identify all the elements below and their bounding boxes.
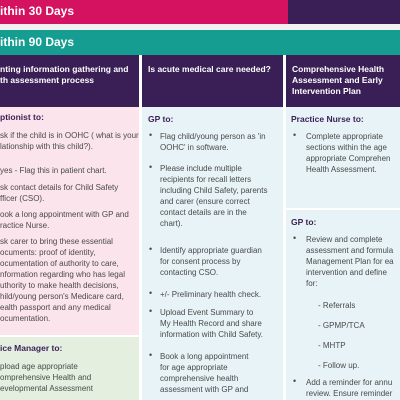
item-line: fficer (CSO).: [0, 194, 45, 203]
gp-item-book-long-appointment: [160, 351, 249, 395]
practice-nurse-cell: [286, 107, 400, 208]
header-line: th assessment process: [0, 75, 95, 85]
column-header-information-gathering: [0, 55, 139, 107]
gp-item-review-complete: [306, 234, 394, 289]
item-line: uthority to make health decisions,: [0, 281, 119, 290]
gp-role-heading: GP to:: [291, 217, 317, 227]
item-line: for age appropriate: [160, 363, 228, 372]
gp-item-add-reminder: [306, 377, 392, 399]
item-line: Review and complete: [306, 235, 383, 244]
gp-item-recall-recipients: [160, 163, 267, 229]
item-line: contacting CSO.: [160, 268, 219, 277]
within-90-days-band: [0, 30, 400, 55]
receptionist-item-contact-cso: [0, 182, 118, 204]
item-line: review. Ensure reminder: [306, 389, 393, 398]
item-line: for consent process by: [160, 257, 241, 266]
item-line: +/- Preliminary health check.: [160, 290, 262, 299]
item-line: assessment with GP and: [160, 385, 249, 394]
item-line: comprehensive health: [160, 374, 239, 383]
item-line: Identify appropriate guardian: [160, 246, 262, 255]
bullet-icon: •: [149, 244, 153, 254]
bullet-icon: •: [149, 162, 153, 172]
item-line: Please include multiple: [160, 164, 242, 173]
header-line: Is acute medical care needed?: [148, 64, 271, 74]
item-line: ocumentation.: [0, 314, 51, 323]
item-line: sk carer to bring these essential: [0, 237, 113, 246]
item-line: including Child Safety, parents: [160, 186, 268, 195]
item-line: OOHC' in software.: [160, 143, 229, 152]
band-dark-segment: [288, 0, 400, 24]
item-line: Upload Event Summary to: [160, 308, 254, 317]
gp-role-heading: GP to:: [148, 114, 174, 124]
gp-item-upload-summary: [160, 307, 263, 340]
item-line: omprehensive Health and: [0, 373, 92, 382]
gp-item-identify-guardian: [160, 245, 262, 278]
item-line: nformation regarding who has legal: [0, 270, 125, 279]
item-line: recipients for recall letters: [160, 175, 252, 184]
item-line: Add a reminder for annu: [306, 378, 393, 387]
item-line: Complete appropriate: [306, 132, 383, 141]
item-line: yes - Flag this in patient chart.: [0, 166, 107, 175]
item-line: for:: [306, 279, 318, 288]
item-line: and carer (ensure correct: [160, 197, 250, 206]
item-line: lationship with this child?).: [0, 142, 93, 151]
nurse-item-complete-sections: [306, 131, 391, 175]
item-line: hild/young person's Medicare card,: [0, 292, 124, 301]
header-line: Assessment and Early: [292, 75, 383, 85]
receptionist-item-book-appointment: [0, 209, 129, 231]
receptionist-item-flag: [0, 165, 107, 176]
practice-nurse-role-heading: Practice Nurse to:: [291, 114, 364, 124]
item-line: assessment and formula: [306, 246, 394, 255]
item-line: ook a long appointment with GP and: [0, 210, 129, 219]
assessment-gp-cell: [286, 210, 400, 400]
receptionist-item-ask-oohc: [0, 130, 139, 152]
acute-care-gp-cell: [142, 107, 283, 400]
item-line: ocumentation of authority to care,: [0, 259, 119, 268]
item-line: sk contact details for Child Safety: [0, 183, 119, 192]
column-header-acute-care: [142, 55, 283, 107]
sub-item-mhtp: - MHTP: [318, 341, 346, 350]
item-line: Health Assessment.: [306, 165, 377, 174]
header-line: nting information gathering and: [0, 64, 129, 74]
gp-item-preliminary-check: [160, 289, 261, 300]
item-line: Flag child/young person as 'in: [160, 132, 266, 141]
within-30-days-label: ithin 30 Days: [0, 4, 75, 18]
bullet-icon: •: [149, 306, 153, 316]
receptionist-item-documents: [0, 236, 125, 324]
bullet-icon: •: [149, 130, 153, 140]
sub-item-gpmp-tca: - GPMP/TCA: [318, 321, 365, 330]
column-header-comprehensive-assessment: [286, 55, 400, 107]
item-line: My Health Record and share: [160, 319, 262, 328]
item-line: Book a long appointment: [160, 352, 249, 361]
item-line: ocuments: proof of identity,: [0, 248, 96, 257]
item-line: contact details are in the: [160, 208, 247, 217]
item-line: evelopmental Assessment: [0, 384, 93, 393]
practice-manager-role-heading: ice Manager to:: [0, 343, 63, 353]
bullet-icon: •: [293, 130, 297, 140]
item-line: ractice Nurse.: [0, 221, 50, 230]
item-line: appropriate Comprehen: [306, 154, 391, 163]
bullet-icon: •: [149, 350, 153, 360]
receptionist-role-heading: ptionist to:: [0, 112, 44, 122]
item-line: intervention and define: [306, 268, 387, 277]
item-line: sections within the age: [306, 143, 387, 152]
within-90-days-label: ithin 90 Days: [0, 35, 75, 49]
item-line: chart).: [160, 219, 183, 228]
bullet-icon: •: [293, 376, 297, 386]
practice-manager-cell: [0, 337, 139, 400]
bullet-icon: •: [293, 233, 297, 243]
item-line: pload age appropriate: [0, 362, 78, 371]
gp-item-flag-oohc: [160, 131, 266, 153]
sub-item-follow-up: - Follow up.: [318, 361, 360, 370]
item-line: Management Plan for ea: [306, 257, 394, 266]
practice-manager-item-upload: [0, 361, 93, 394]
within-30-days-band: [0, 0, 288, 24]
header-line: Intervention Plan: [292, 86, 361, 96]
bullet-icon: •: [149, 288, 153, 298]
item-line: sk if the child is in OOHC ( what is your: [0, 131, 139, 140]
item-line: information with Child Safety.: [160, 330, 264, 339]
item-line: ealth passport and any medical: [0, 303, 111, 312]
sub-item-referrals: - Referrals: [318, 301, 356, 310]
receptionist-cell: [0, 107, 139, 335]
header-line: Comprehensive Health: [292, 64, 385, 74]
